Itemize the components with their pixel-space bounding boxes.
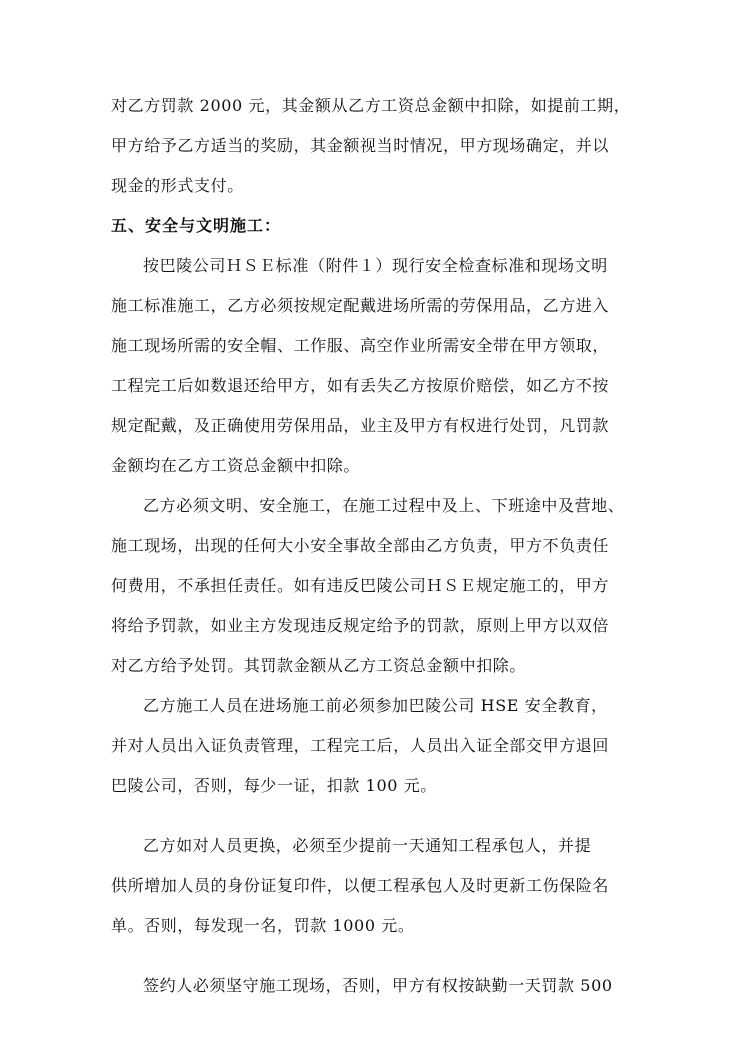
- text-line: 规定配戴，及正确使用劳保用品，业主及甲方有权进行处罚，凡罚款: [111, 416, 610, 435]
- text-line: 乙方必须文明、安全施工，在施工过程中及上、下班途中及营地、: [143, 496, 625, 515]
- text-line: 并对人员出入证负责管理，工程完工后，人员出入证全部交甲方退回: [111, 736, 610, 755]
- text-line: 将给予罚款，如业主方发现违反规定给予的罚款，原则上甲方以双倍: [111, 616, 610, 635]
- text-line: 施工现场，出现的任何大小安全事故全部由乙方负责，甲方不负责任: [111, 536, 610, 555]
- text-line: 对乙方给予处罚。其罚款金额从乙方工资总金额中扣除。: [111, 656, 527, 675]
- text-line: 施工现场所需的安全帽、工作服、高空作业所需安全带在甲方领取，: [111, 336, 610, 355]
- text-line: 巴陵公司，否则，每少一证，扣款 100 元。: [111, 776, 437, 795]
- section-heading: 五、安全与文明施工：: [111, 216, 282, 235]
- text-line: 现金的形式支付。: [111, 176, 244, 195]
- text-line: 对乙方罚款 2000 元，其金额从乙方工资总金额中扣除，如提前工期，: [111, 96, 631, 115]
- text-line: 甲方给予乙方适当的奖励，其金额视当时情况，甲方现场确定，并以: [111, 136, 610, 155]
- text-line: 何费用，不承担任责任。如有违反巴陵公司ＨＳＥ规定施工的，甲方: [111, 576, 610, 595]
- text-line: 工程完工后如数退还给甲方，如有丢失乙方按原价赔偿，如乙方不按: [111, 376, 610, 395]
- text-line: 单。否则，每发现一名，罚款 1000 元。: [111, 916, 415, 935]
- text-line: 签约人必须坚守施工现场，否则，甲方有权按缺勤一天罚款 500: [143, 976, 613, 995]
- text-line: 按巴陵公司ＨＳＥ标准（附件１）现行安全检查标准和现场文明: [143, 256, 608, 275]
- text-line: 供所增加人员的身份证复印件，以便工程承包人及时更新工伤保险名: [111, 876, 610, 895]
- text-line: 乙方如对人员更换，必须至少提前一天通知工程承包人，并提: [143, 836, 592, 855]
- text-line: 施工标准施工，乙方必须按规定配戴进场所需的劳保用品，乙方进入: [111, 296, 610, 315]
- text-line: 乙方施工人员在进场施工前必须参加巴陵公司 HSE 安全教育，: [143, 696, 608, 715]
- text-line: 金额均在乙方工资总金额中扣除。: [111, 456, 361, 475]
